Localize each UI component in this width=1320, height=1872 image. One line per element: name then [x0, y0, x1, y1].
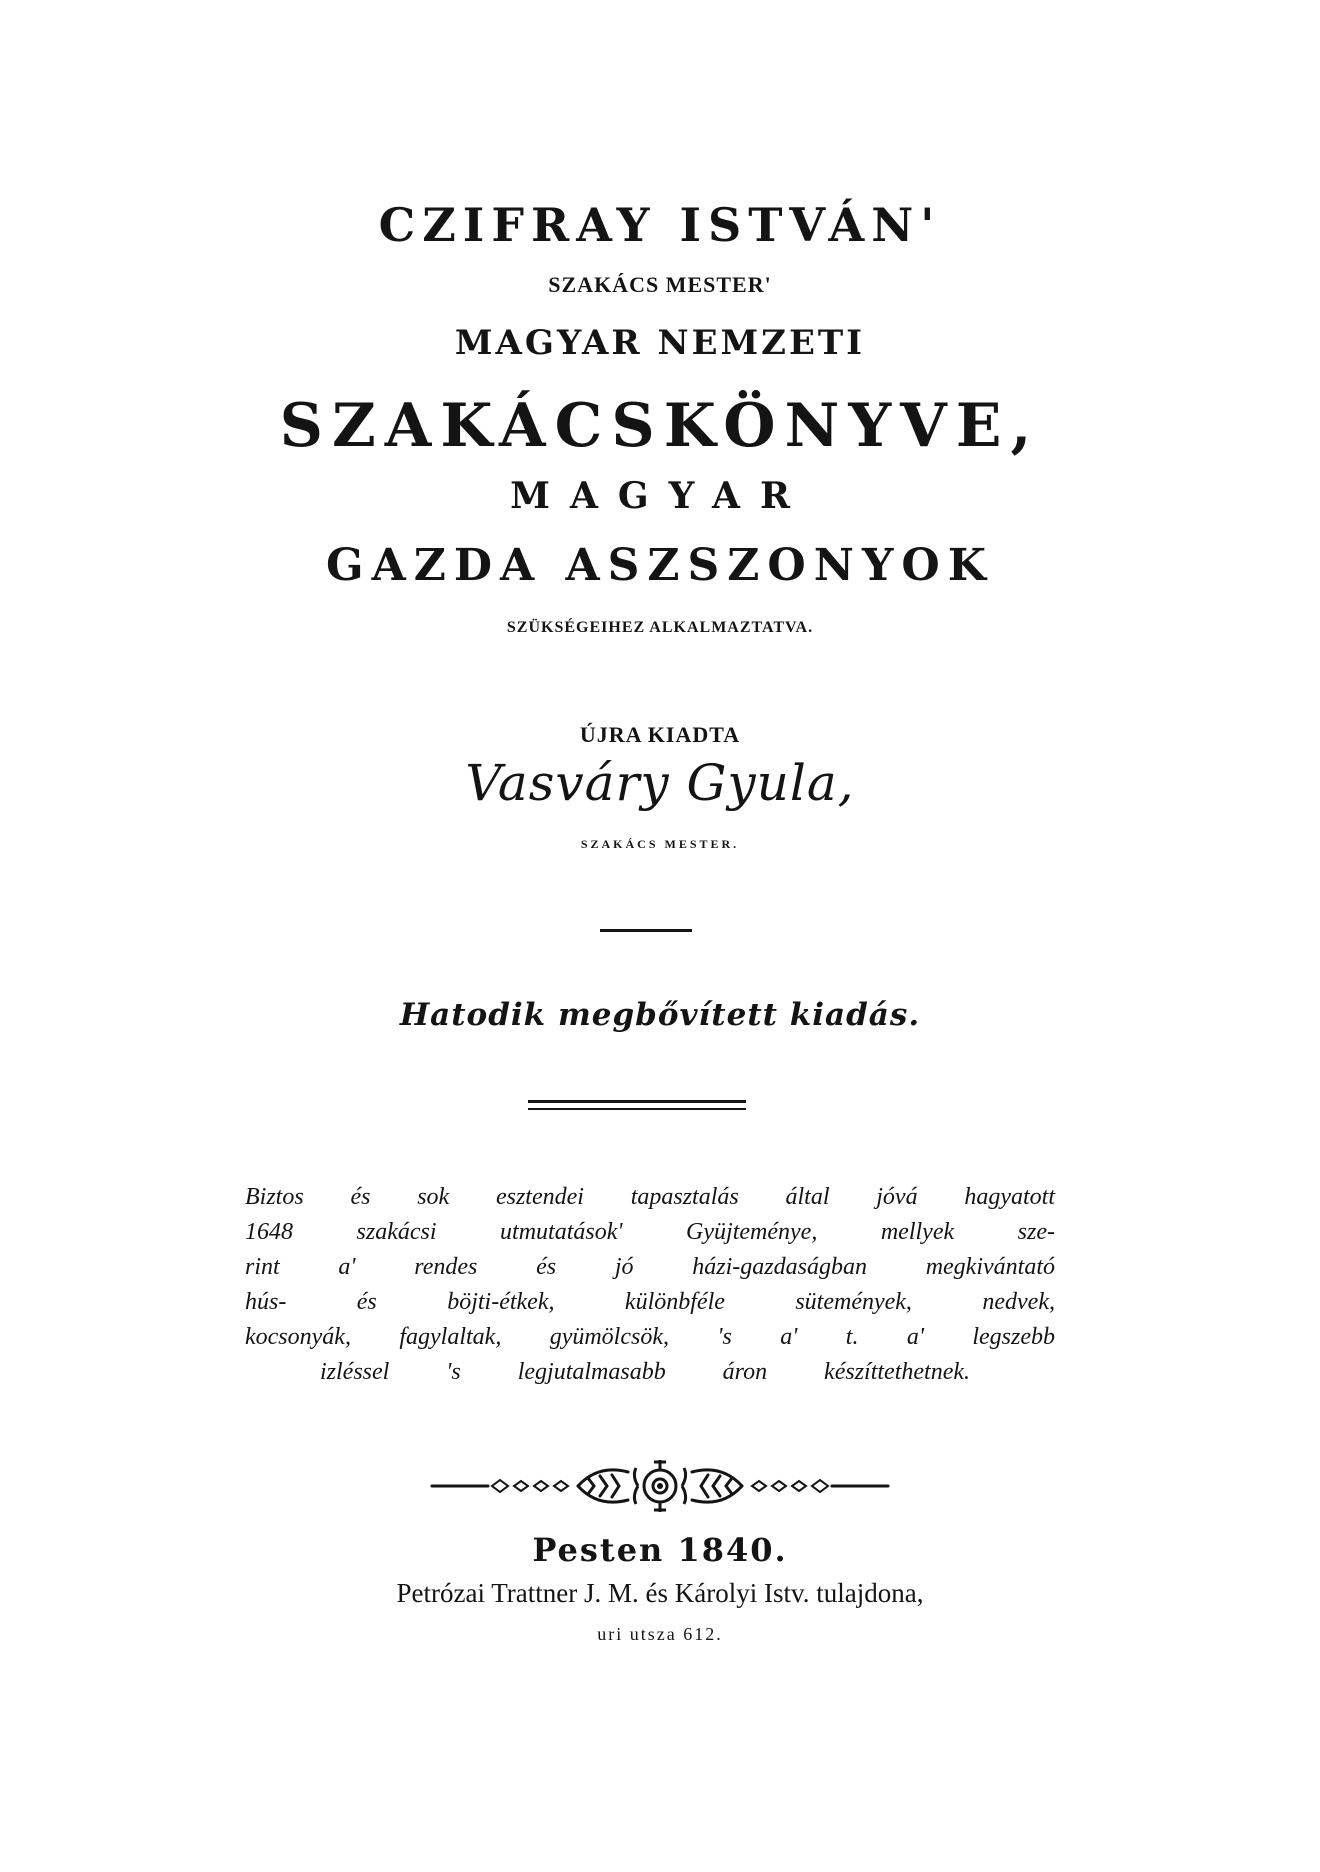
divider-double-top: [528, 1100, 746, 1103]
editor-role: SZAKÁCS MESTER.: [580, 837, 740, 851]
title-line-1: MAGYAR NEMZETI: [454, 323, 866, 363]
edition-statement: Hatodik megbővített kiadás.: [399, 997, 921, 1033]
imprint-place-year: Pesten 1840.: [532, 1531, 788, 1569]
description-line-2: 1648 szakácsi utmutatások' Gyüjteménye, mellyek sze-: [245, 1219, 1055, 1245]
description-line-6: izléssel 's legjutalmasabb áron készíttethetnek.: [320, 1359, 970, 1385]
ornament-icon: [428, 1456, 892, 1516]
author-line: CZIFRAY ISTVÁN': [378, 198, 942, 252]
author-role: SZAKÁCS MESTER': [548, 272, 772, 297]
imprint-publisher: Petrózai Trattner J. M. és Károlyi Istv. tulajdona,: [396, 1578, 924, 1608]
description-line-3: rint a' rendes és jó házi-gazdaságban megkivántató: [245, 1254, 1055, 1280]
title-line-5: SZÜKSÉGEIHEZ ALKALMAZTATVA.: [506, 619, 814, 636]
description-line-5: kocsonyák, fagylaltak, gyümölcsök, 's a' t. a' legszebb: [245, 1324, 1055, 1350]
description-line-4: hús- és böjti-étkek, különbféle sütemények, nedvek,: [245, 1289, 1055, 1315]
divider-double-bottom: [528, 1108, 746, 1110]
title-line-4: GAZDA ASZSZONYOK: [326, 540, 994, 591]
main-title: SZAKÁCSKÖNYVE,: [279, 391, 1041, 461]
divider-short: [600, 929, 692, 932]
editor-name: Vasváry Gyula,: [465, 754, 855, 812]
imprint-address: uri utsza 612.: [597, 1624, 723, 1644]
description-line-1: Biztos és sok esztendei tapasztalás által jóvá hagyatott: [245, 1184, 1055, 1210]
title-line-3: MAGYAR: [510, 475, 810, 517]
reissue-label: ÚJRA KIADTA: [579, 722, 741, 747]
